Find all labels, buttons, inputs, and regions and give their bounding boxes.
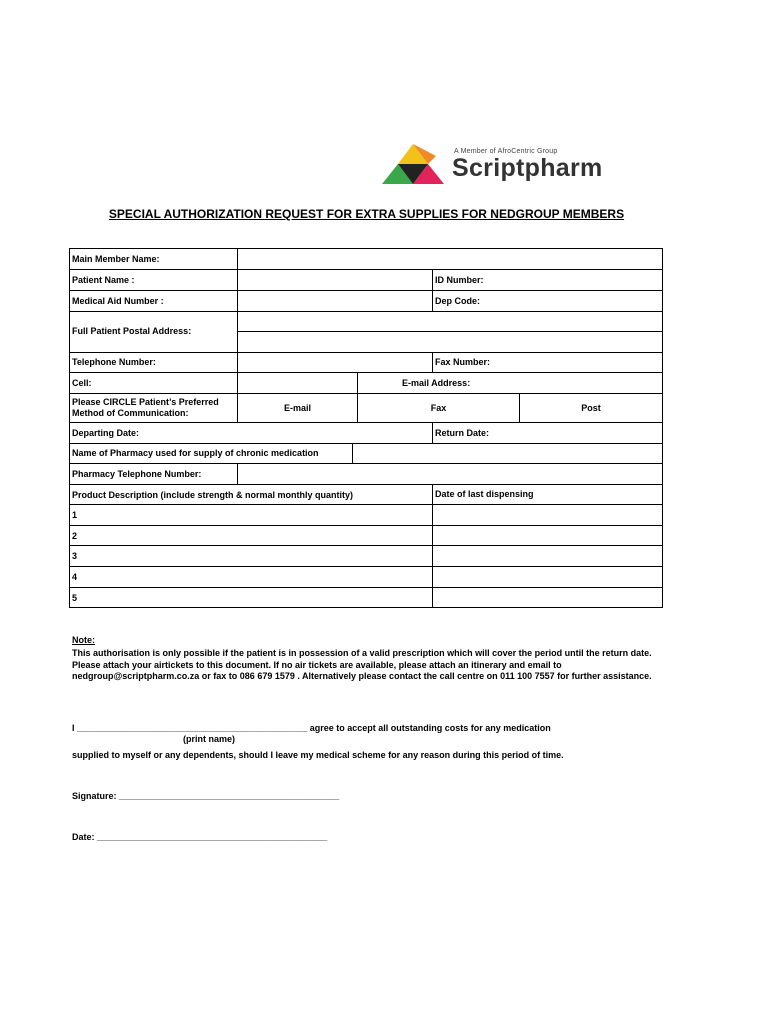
medical-aid-number-field[interactable] xyxy=(238,291,432,311)
pharmacy-telephone-field[interactable] xyxy=(238,464,662,484)
page-title: SPECIAL AUTHORIZATION REQUEST FOR EXTRA SUPPLIES FOR NEDGROUP MEMBERS xyxy=(108,207,625,221)
last-dispensing-date-header: Date of last dispensing xyxy=(435,489,534,499)
note-heading: Note: xyxy=(72,635,95,645)
method-email-option[interactable]: E-mail xyxy=(283,403,311,413)
logo-brand: Scriptpharm xyxy=(452,154,603,182)
product-row-number: 4 xyxy=(72,572,78,582)
product-row-number: 5 xyxy=(72,593,78,603)
pharmacy-name-label: Name of Pharmacy used for supply of chronic medication xyxy=(72,448,319,458)
note-text: This authorisation is only possible if the patient is in possession of a valid prescription which will cover the period until the return date. Please attach your airtickets to this document. If no air tickets are available, please attach an itinerary and email to nedgroup@scriptpharm.co.za or fax to 086 679 1579 . Alternatively please contact the call centre on 011 100 7557 for further assistance. xyxy=(72,648,652,682)
date-line[interactable]: Date: ______________________________________________ xyxy=(72,832,328,842)
print-name-caption: (print name) xyxy=(183,734,236,744)
telephone-number-label: Telephone Number: xyxy=(72,357,156,367)
postal-address-label: Full Patient Postal Address: xyxy=(72,326,192,336)
product-row-number: 3 xyxy=(72,551,78,561)
pharmacy-name-field[interactable] xyxy=(353,444,662,463)
email-address-label: E-mail Address: xyxy=(402,378,471,388)
agreement-line: I ______________________________________________ agree to accept all outstanding costs for any medication xyxy=(72,723,551,733)
agreement-line: supplied to myself or any dependents, should I leave my medical scheme for any reason during this period of time. xyxy=(72,750,564,760)
main-member-name-label: Main Member Name: xyxy=(72,254,160,264)
preferred-method-label-line2: Method of Communication: xyxy=(72,408,189,418)
method-post-option[interactable]: Post xyxy=(581,403,601,413)
departing-date-field[interactable] xyxy=(238,423,432,443)
pharmacy-telephone-label: Pharmacy Telephone Number: xyxy=(72,469,202,479)
method-fax-option[interactable]: Fax xyxy=(430,403,447,413)
product-row-number: 1 xyxy=(72,510,78,520)
id-number-label: ID Number: xyxy=(435,275,484,285)
cell-label: Cell: xyxy=(72,378,92,388)
patient-name-label: Patient Name : xyxy=(72,275,135,285)
postal-address-field[interactable] xyxy=(238,312,662,352)
product-row-number: 2 xyxy=(72,531,78,541)
logo-tagline: A Member of AfroCentric Group xyxy=(454,148,558,155)
fax-number-label: Fax Number: xyxy=(435,357,491,367)
return-date-label: Return Date: xyxy=(435,428,490,438)
medical-aid-number-label: Medical Aid Number : xyxy=(72,296,164,306)
main-member-name-field[interactable] xyxy=(238,249,662,269)
preferred-method-label-line1: Please CIRCLE Patient’s Preferred xyxy=(72,397,219,407)
dep-code-label: Dep Code: xyxy=(435,296,480,306)
telephone-number-field[interactable] xyxy=(238,353,432,372)
departing-date-label: Departing Date: xyxy=(72,428,140,438)
signature-line[interactable]: Signature: ____________________________________________ xyxy=(72,791,340,801)
patient-name-field[interactable] xyxy=(238,270,432,290)
cell-field[interactable] xyxy=(238,373,357,393)
product-description-header: Product Description (include strength & normal monthly quantity) xyxy=(72,490,354,500)
